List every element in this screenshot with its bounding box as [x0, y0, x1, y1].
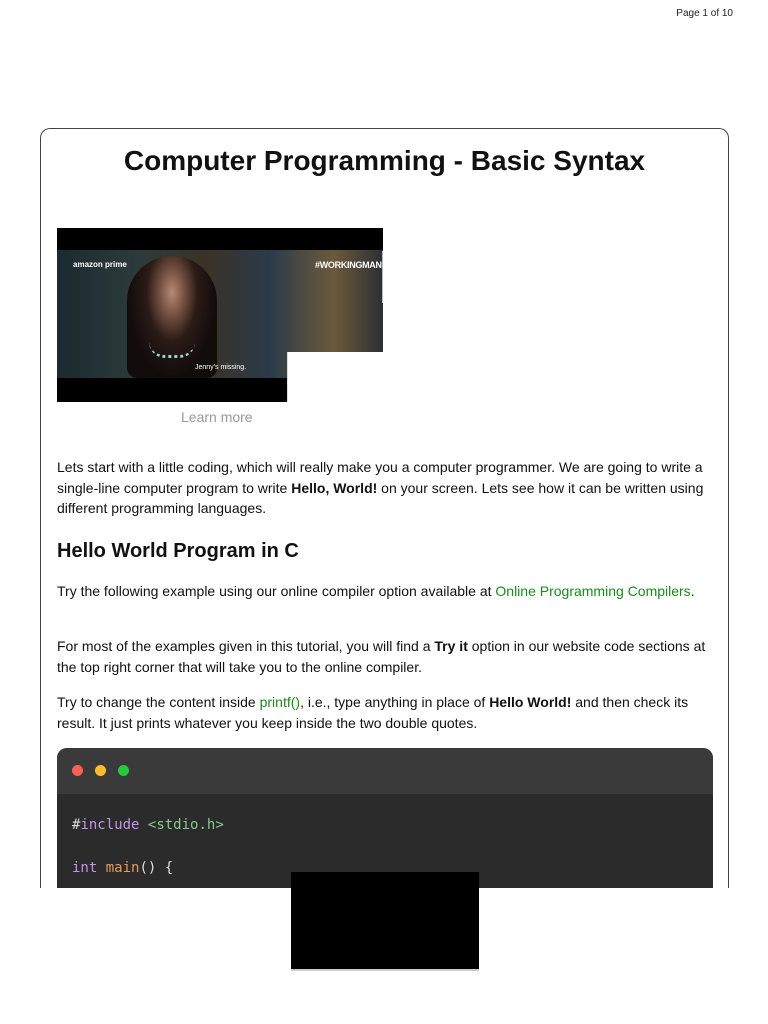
printf-link[interactable]: printf() [259, 694, 301, 710]
compiler-paragraph [57, 581, 717, 602]
try-it-text-a: For most of the examples given in this tutorial, you will find a [57, 638, 435, 654]
ad-corner-box [287, 352, 383, 402]
ad-figure-image [127, 256, 217, 378]
code-line-include [72, 817, 224, 833]
compiler-text-b: . [690, 583, 695, 599]
close-dot-icon [72, 765, 83, 776]
video-ad[interactable] [57, 228, 383, 402]
code-function-main: main [105, 860, 140, 876]
black-overlay [291, 872, 479, 970]
code-block[interactable] [57, 748, 713, 888]
printf-text-c: and then check its result. It just prints whatever you keep inside the two double quotes. [57, 694, 689, 731]
page-title: Computer Programming - Basic Syntax [123, 145, 646, 176]
try-it-text-b: option in our website code sections at the top right corner that will take you to the online compiler. [57, 638, 706, 675]
ad-show-logo: #WORKINGMAN [315, 260, 382, 270]
code-keyword-include: include [80, 817, 140, 833]
ad-brand-logo: amazon prime [73, 260, 127, 269]
minimize-dot-icon [95, 765, 106, 776]
code-header [57, 748, 713, 794]
page-counter: Page 1 of 10 [676, 8, 733, 19]
online-compilers-link[interactable]: Online Programming Compilers [495, 583, 691, 599]
ad-caption: Jenny's missing. [195, 364, 247, 371]
code-header-name: <stdio.h> [147, 817, 224, 833]
compiler-text-a: Try the following example using our online compiler option available at [57, 583, 496, 599]
printf-text-a: Try to change the content inside [57, 694, 260, 710]
code-line-main [72, 860, 173, 876]
section-heading: Hello World Program in C [57, 540, 299, 562]
article-card [40, 128, 729, 888]
try-it-bold: Try it [434, 638, 468, 654]
maximize-dot-icon [118, 765, 129, 776]
intro-text-a: Lets start with a little coding, which will really make you a computer programmer. We are going to write a single-line computer program to write [57, 459, 703, 496]
printf-bold-hello: Hello World! [489, 694, 572, 710]
printf-paragraph [57, 692, 717, 733]
learn-more-link[interactable]: Learn more [181, 409, 253, 425]
intro-bold-hello: Hello, World! [291, 479, 378, 496]
intro-text-b: on your screen. Lets see how it can be written using different programming languages. [57, 479, 704, 516]
ad-show-logo-text: WORKINGMAN [319, 260, 382, 270]
code-space [139, 817, 147, 833]
try-it-paragraph [57, 636, 717, 677]
intro-paragraph [57, 457, 717, 519]
code-main-rest: () { [139, 860, 174, 876]
code-space [97, 860, 105, 876]
code-hash: # [72, 817, 81, 833]
code-keyword-int: int [72, 860, 98, 876]
ad-divider [382, 251, 383, 303]
overlay-underline [291, 969, 479, 971]
printf-text-b: , i.e., type anything in place of [300, 694, 490, 710]
